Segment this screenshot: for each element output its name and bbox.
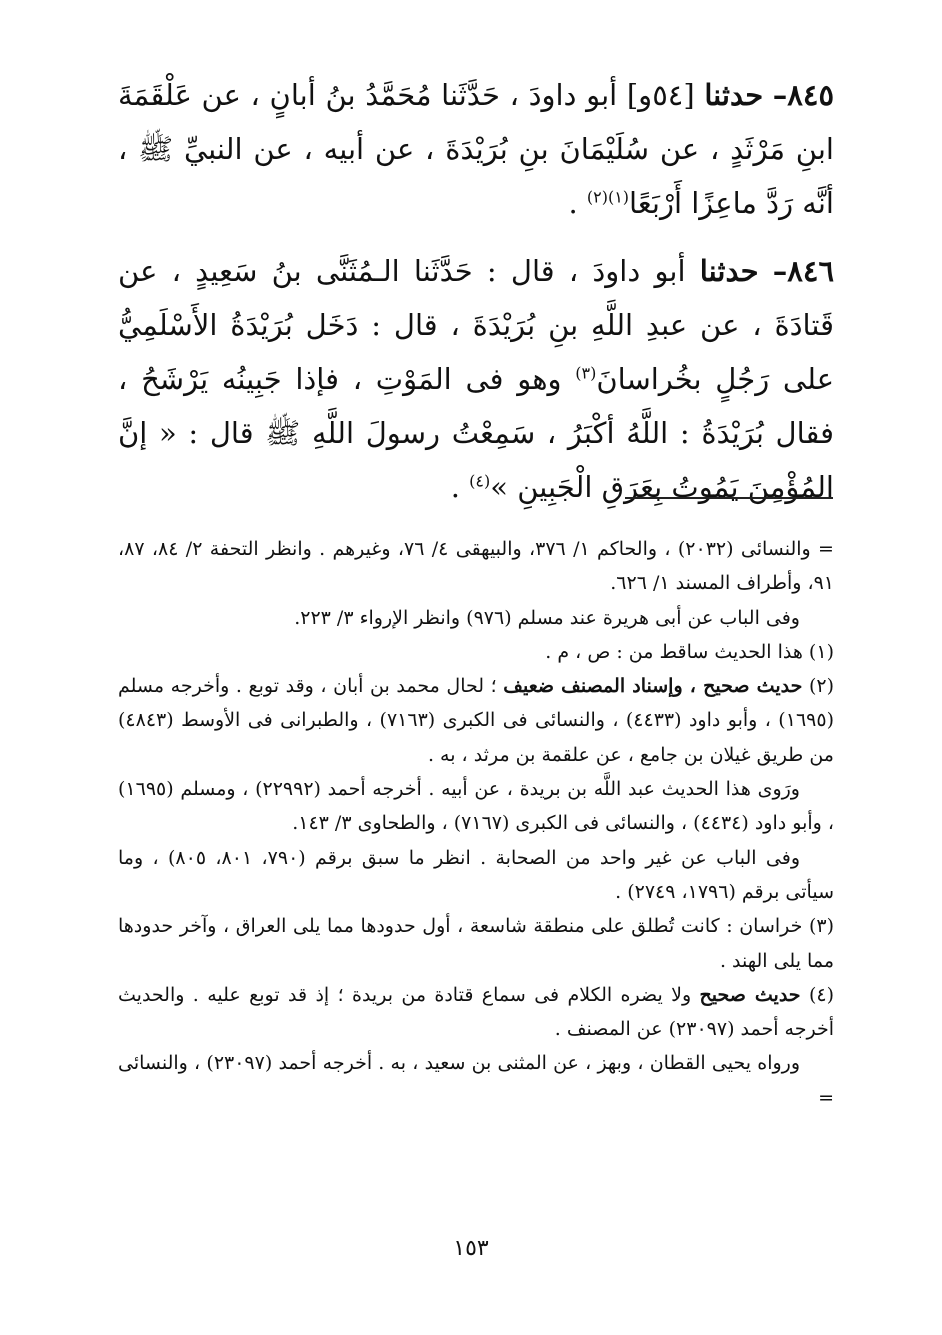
hadith-846 [118,244,834,514]
footnote-text: ؛ لحال محمد بن أبان ، وقد توبع . وأخرجه مسلم (١٦٩٥) ، وأبو داود (٤٤٣٣) ، والنسائى فى الكبرى (٧١٦٣) ، والطبرانى فى الأوسط (٤٨٤٣) من طريق غيلان بن جامع ، عن علقمة بن مرثد ، به . [118,675,834,766]
footnote-verdict: حديث صحيح ، وإسناد المصنف ضعيف [503,675,803,698]
footnote-label: (٤) [808,983,834,1006]
footnote-1: (١) هذا الحديث ساقط من : ص ، م . [545,640,834,663]
footnote-text: ولا يضره الكلام فى سماع قتادة من بريدة ؛ إذ قد توبع عليه . والحديث أخرجه أحمد (٢٣٠٩٧) عن المصنف . [118,983,834,1041]
footnote-paragraph: ورَوى هذا الحديث عبد اللَّه بن بريدة ، عن أبيه . أخرجه أحمد (٢٢٩٩٢) ، ومسلم (١٦٩٥) ، وأبو داود (٤٤٣٤) ، والنسائى فى الكبرى (٧١٦٧) ، والطحاوى ٣/ ١٤٣. [118,778,834,835]
hadith-end: . [568,186,587,220]
footnote-paragraph: ورواه يحيى القطان ، وبهز ، عن المثنى بن سعيد ، به . أخرجه أحمد (٢٣٠٩٧) ، والنسائى = [118,1052,834,1109]
hadith-text: [٥٤و] أبو داودَ ، حَدَّثَنا مُحَمَّدُ بنُ أبانٍ ، عن عَلْقَمَةَ ابنِ مَرْثَدٍ ، عن سُلَيْمَانَ بنِ بُرَيْدَةَ ، عن أبيه ، عن النبيِّ ﷺ ، أنَّه رَدَّ ماعِزًا أَرْبَعًا [118,78,834,220]
footnote-ref: (٤) [469,471,491,491]
footnote-ref: (٣) [575,363,597,383]
hadith-end: . [450,470,470,504]
footnote-3: (٣) خراسان : كانت تُطلق على منطقة شاسعة ، أول حدودها مما يلى العراق ، وآخر حدودها مما يلى الهند . [118,915,834,972]
main-text [118,68,834,528]
hadith-text: وهو فى المَوْتِ ، فإذا جَبِينُه يَرْشَحُ ، فقال بُرَيْدَةُ : اللَّهُ أكْبَرُ ، سَمِعْتُ رسولَ اللَّهِ ﷺ قال : « إنَّ المُؤْمِنَ يَمُوتُ بِعَرَقِ الْجَبِينِ » [118,362,834,504]
footnote-paragraph: وفى الباب عن غير واحد من الصحابة . انظر ما سبق برقم (٧٩٠، ٨٠١، ٨٠٥) ، وما سيأتى برقم (١٧٩٦، ٢٧٤٩) . [118,846,834,903]
hadith-lead-word: حدثنا [699,254,759,288]
page-number: ١٥٣ [453,1236,489,1261]
footnote-label: (٢) [808,675,835,698]
footnote-paragraph: وفى الباب عن أبى هريرة عند مسلم (٩٧٦) وانظر الإرواء ٣/ ٢٢٣. [294,606,800,629]
footnote-separator [625,497,833,499]
footnote-verdict: حديث صحيح [699,983,801,1006]
footnotes [118,532,834,1115]
footnote-ref: (١)(٢) [586,187,630,207]
footnote-4 [118,978,834,1047]
hadith-lead-word: حدثنا [704,78,764,112]
footnote-2 [118,669,834,772]
hadith-number: ٨٤٥– [772,78,835,112]
hadith-number: ٨٤٦– [772,254,835,288]
hadith-text: أبو داودَ ، قال : حَدَّثَنا الـمُثَنَّى بنُ سَعِيدٍ ، عن قَتادَةَ ، عن عبدِ اللَّهِ بنِ بُرَيْدَةَ ، قال : دَخَل بُرَيْدَةُ الأَسْلَمِيُّ على رَجُلٍ بخُراسانَ [118,254,834,396]
hadith-845 [118,68,834,230]
footnote-continuation: = والنسائى (٢٠٣٢) ، والحاكم ١/ ٣٧٦، والبيهقى ٤/ ٧٦، وغيرهم . وانظر التحفة ٢/ ٨٤، ٨٧، ٩١، وأطراف المسند ١/ ٦٢٦. [118,538,834,595]
